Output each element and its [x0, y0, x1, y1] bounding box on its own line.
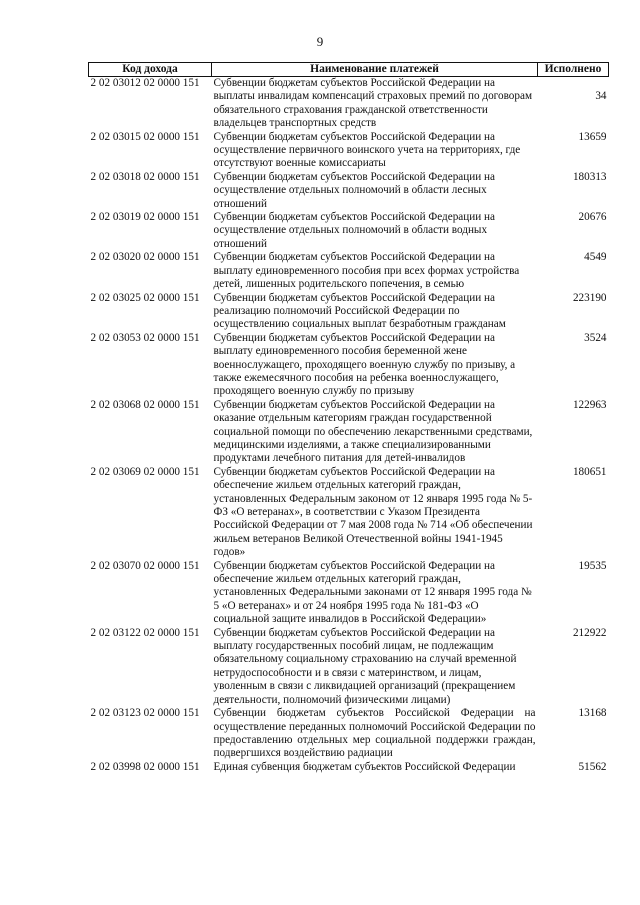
revenue-code: 2 02 03053 02 0000 151 [90, 331, 200, 344]
table-row [89, 211, 609, 251]
table-row [89, 466, 609, 560]
payment-name: Субвенции бюджетам субъектов Российской Федерации на выплату единовременного пособия беременной жене военнослужащего, проходящего военную службу по призыву, а также ежемесячного пособия на ребенка военнослужащего, проходящего военную службу по призыву [213, 331, 516, 398]
payment-name: Субвенции бюджетам субъектов Российской Федерации на выплату единовременного пособия при всех формах устройства детей, лишенных родительского попечения, в семью [213, 251, 520, 291]
revenue-code: 2 02 03123 02 0000 151 [90, 707, 200, 720]
table-row [89, 332, 609, 399]
revenue-table [88, 62, 609, 774]
table-row [89, 171, 609, 211]
executed-amount: 180651 [572, 465, 607, 478]
table-row [89, 77, 609, 131]
table-row [89, 761, 609, 774]
table-row [89, 251, 609, 291]
executed-amount: 4549 [584, 251, 607, 264]
table-row [89, 627, 609, 707]
revenue-code: 2 02 03122 02 0000 151 [90, 626, 200, 639]
payment-name: Субвенции бюджетам субъектов Российской Федерации на обеспечение жильем отдельных категорий граждан, установленных Федеральными законами от 12 января 1995 года № 5 «О ветеранах» и от 24 ноября 1995 года № 181-ФЗ «О социальной защите инвалидов в Российской Федерации» [213, 559, 532, 626]
header-executed: Исполнено [538, 63, 609, 77]
table-row [89, 560, 609, 627]
executed-amount: 20676 [578, 211, 607, 224]
revenue-code: 2 02 03018 02 0000 151 [90, 170, 200, 183]
revenue-code: 2 02 03020 02 0000 151 [90, 251, 200, 264]
payment-name: Субвенции бюджетам субъектов Российской Федерации на обеспечение жильем отдельных категорий граждан, установленных Федеральным законом от 12 января 1995 года № 5-ФЗ «О ветеранах», в соответствии с Указом Президента Российской Федерации от 7 мая 2008 года № 714 «Об обеспечении жильем ветеранов Великой Отечественной войны 1941-1945 годов» [213, 465, 533, 559]
revenue-code: 2 02 03019 02 0000 151 [90, 211, 200, 224]
executed-amount: 180313 [572, 170, 607, 183]
revenue-code: 2 02 03070 02 0000 151 [90, 559, 200, 572]
table-row [89, 707, 609, 761]
payment-name: Субвенции бюджетам субъектов Российской Федерации на реализацию полномочий Российской Федерации по осуществлению социальных выплат безработным гражданам [213, 291, 506, 331]
payment-name: Субвенции бюджетам субъектов Российской Федерации на осуществление отдельных полномочий в области водных отношений [213, 211, 495, 250]
revenue-code: 2 02 03025 02 0000 151 [90, 291, 200, 304]
executed-amount: 34 [595, 90, 607, 102]
executed-amount: 223190 [572, 291, 607, 304]
revenue-code: 2 02 03012 02 0000 151 [90, 77, 200, 89]
executed-amount: 3524 [584, 331, 607, 344]
payment-name: Субвенции бюджетам субъектов Российской Федерации на выплаты инвалидам компенсаций страховых премий по договорам обязательного страхования гражданской ответственности владельцев транспортных средств [213, 77, 533, 130]
executed-amount: 122963 [572, 398, 607, 411]
page-number: 9 [316, 34, 324, 49]
executed-amount: 212922 [572, 626, 607, 639]
payment-name: Субвенции бюджетам субъектов Российской Федерации на осуществление отдельных полномочий в области лесных отношений [213, 170, 495, 210]
table-row [89, 399, 609, 466]
revenue-code: 2 02 03015 02 0000 151 [90, 130, 200, 143]
payment-name: Субвенции бюджетам субъектов Российской Федерации на осуществление переданных полномочий Российской Федерации по предоставлению отдельных мер социальной поддержки граждан, подвергшихся воздействию радиации [213, 707, 536, 760]
revenue-code: 2 02 03998 02 0000 151 [90, 760, 200, 773]
executed-amount: 51562 [578, 760, 607, 773]
payment-name: Субвенции бюджетам субъектов Российской Федерации на выплату государственных пособий лицам, не подлежащим обязательному социальному страхованию на случай временной нетрудоспособности и в связи с материнством, и лицам, уволенным в связи с ликвидацией организаций (прекращением деятельности, полномочий физическими лицами) [213, 626, 517, 706]
header-name: Наименование платежей [212, 63, 538, 77]
revenue-code: 2 02 03069 02 0000 151 [90, 465, 200, 478]
table-row [89, 131, 609, 171]
revenue-code: 2 02 03068 02 0000 151 [90, 398, 200, 411]
payment-name: Субвенции бюджетам субъектов Российской Федерации на осуществление первичного воинского учета на территориях, где отсутствуют военные комиссариаты [213, 130, 521, 170]
executed-amount: 19535 [578, 559, 607, 572]
payment-name: Субвенции бюджетам субъектов Российской Федерации на оказание отдельным категориям граждан государственной социальной помощи по обеспечению лекарственными средствами, медицинскими изделиями, а также специализированными продуктами лечебного питания для детей-инвалидов [213, 398, 533, 465]
executed-amount: 13168 [578, 707, 607, 720]
executed-amount: 13659 [578, 130, 607, 143]
table-row [89, 292, 609, 332]
payment-name: Единая субвенция бюджетам субъектов Российской Федерации [213, 760, 516, 773]
header-code: Код дохода [89, 63, 212, 77]
table-header-row [89, 63, 609, 77]
